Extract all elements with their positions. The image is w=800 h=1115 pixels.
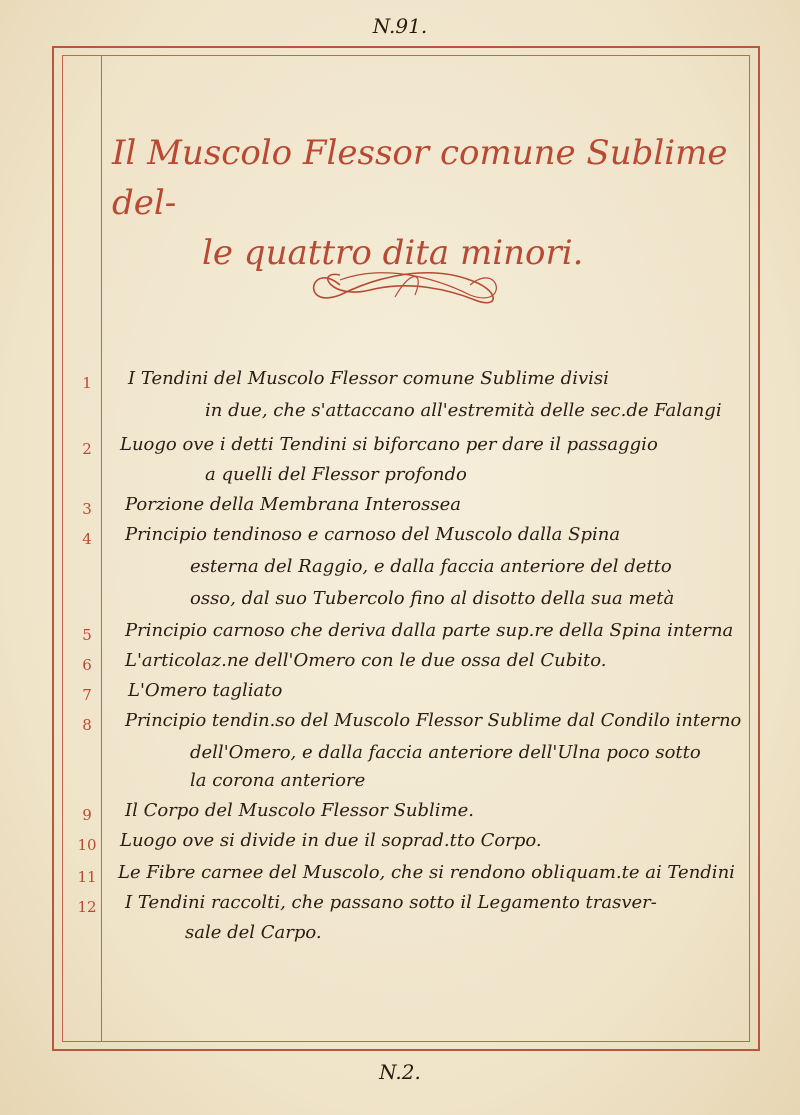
entry-text-line: Le Fibre carnee del Muscolo, che si rendono obliquam.te ai Tendini [118,862,735,883]
entry-text-line: Luogo ove i detti Tendini si biforcano per dare il passaggio [120,434,658,455]
entry-number: 2 [82,440,92,458]
title-line-1: Il Muscolo Flessor comune Sublime del- [112,133,728,223]
entry-text-line: Porzione della Membrana Interossea [125,494,461,515]
entry-number: 6 [82,656,92,674]
top-page-number: N.91. [372,14,428,38]
entry-text-line: a quelli del Flessor profondo [205,464,467,485]
entry-text-line: Principio carnoso che deriva dalla parte sup.re della Spina interna [125,620,734,641]
entry-number: 4 [82,530,92,548]
entry-text-line: Luogo ove si divide in due il soprad.tto Corpo. [120,830,542,851]
entry-number: 10 [77,836,97,854]
entry-text-line: L'articolaz.ne dell'Omero con le due ossa del Cubito. [125,650,607,671]
entry-text-line: dell'Omero, e dalla faccia anteriore dell'Ulna poco sotto [190,742,701,763]
entry-text-line: esterna del Raggio, e dalla faccia anteriore del detto [190,556,672,577]
entry-text-line: sale del Carpo. [185,922,322,943]
entry-number: 3 [82,500,92,518]
bottom-page-number: N.2. [379,1060,421,1084]
entry-text-line: la corona anteriore [190,770,366,791]
entry-number: 12 [77,898,97,916]
entry-text-line: Principio tendinoso e carnoso del Muscolo dalla Spina [125,524,621,545]
entry-text-line: I Tendini del Muscolo Flessor comune Sublime divisi [128,368,609,389]
margin-rule [101,55,102,1042]
entry-number: 5 [82,626,92,644]
title-line-2: le quattro dita minori. [202,233,584,273]
entry-number: 9 [82,806,92,824]
entry-text-line: Principio tendin.so del Muscolo Flessor Sublime dal Condilo interno [125,710,742,731]
entry-number: 7 [82,686,92,704]
entry-number: 11 [77,868,97,886]
entry-text-line: Il Corpo del Muscolo Flessor Sublime. [125,800,474,821]
entry-text-line: in due, che s'attaccano all'estremità delle sec.de Falangi [205,400,722,421]
entry-number: 1 [82,374,92,392]
entry-number: 8 [82,716,92,734]
entry-text-line: osso, dal suo Tubercolo fino al disotto della sua metà [190,588,675,609]
calligraphic-flourish [300,255,510,315]
entry-text-line: I Tendini raccolti, che passano sotto il Legamento trasver- [125,892,657,913]
entry-text-line: L'Omero tagliato [128,680,283,701]
